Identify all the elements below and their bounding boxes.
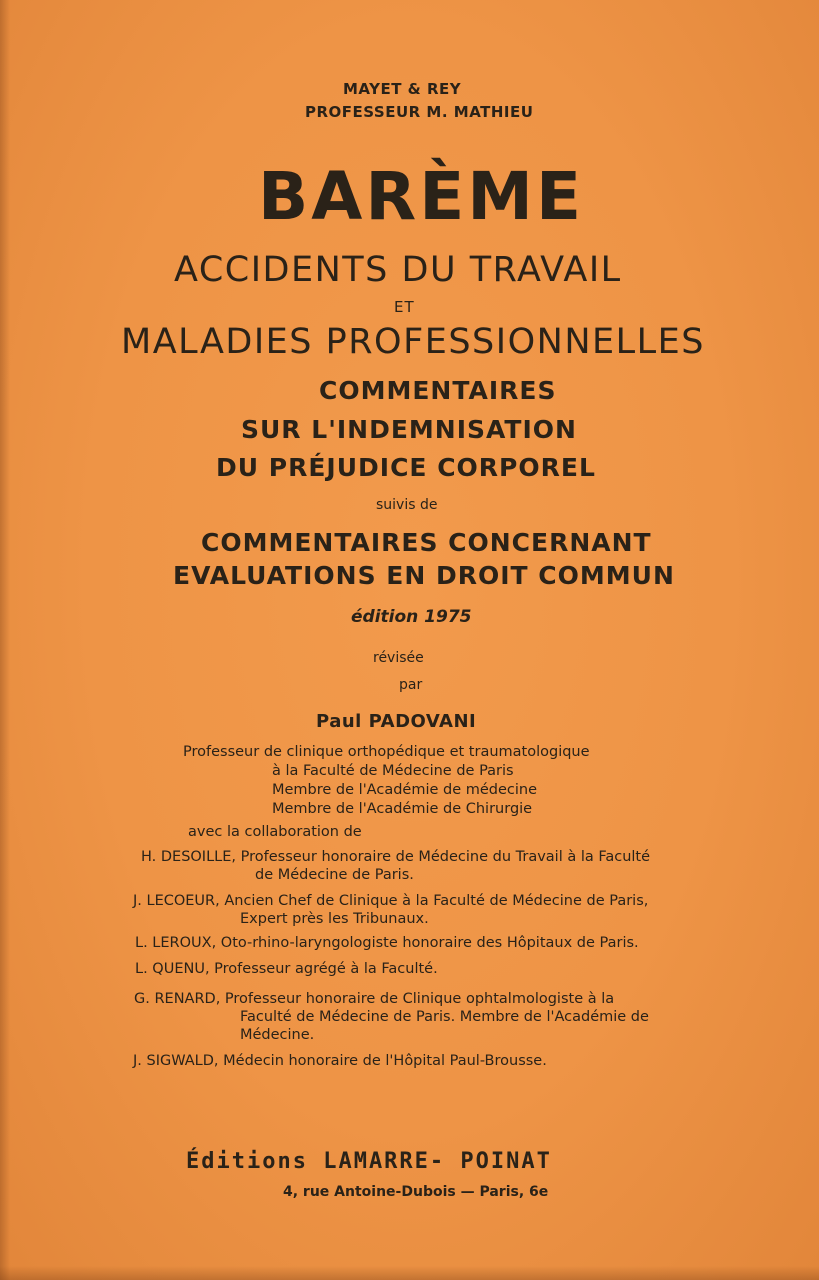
- reviser-title-4: Membre de l'Académie de Chirurgie: [272, 801, 533, 817]
- subtitle-conjunction: ET: [394, 298, 415, 316]
- collaborator-quenu: L. QUENU, Professeur agrégé à la Faculté.: [135, 961, 438, 977]
- collaborator-desoille-cont: de Médecine de Paris.: [255, 867, 414, 883]
- authors-line-1: MAYET & REY: [343, 80, 462, 98]
- collaborator-renard-cont-1: Faculté de Médecine de Paris. Membre de l'Académie de: [240, 1009, 649, 1025]
- edition-year: édition 1975: [351, 607, 472, 627]
- cover-edge-shadow: [0, 0, 10, 1280]
- suivis-de: suivis de: [376, 497, 438, 513]
- commentaires-line-1: COMMENTAIRES: [319, 376, 557, 405]
- authors-line-2: PROFESSEUR M. MATHIEU: [305, 103, 534, 121]
- collaborator-sigwald: J. SIGWALD, Médecin honoraire de l'Hôpital Paul-Brousse.: [133, 1053, 547, 1069]
- publisher-name: Éditions LAMARRE- POINAT: [186, 1149, 552, 1174]
- commentaires-line-3: DU PRÉJUDICE CORPOREL: [216, 453, 596, 482]
- reviser-name: Paul PADOVANI: [316, 711, 477, 732]
- subtitle-line-2: MALADIES PROFESSIONNELLES: [121, 322, 705, 362]
- reviser-title-3: Membre de l'Académie de médecine: [272, 782, 538, 798]
- revisee-label: révisée: [373, 650, 424, 666]
- collaborator-renard: G. RENARD, Professeur honoraire de Clinique ophtalmologiste à la: [134, 991, 615, 1007]
- reviser-title-1: Professeur de clinique orthopédique et traumatologique: [183, 744, 590, 760]
- cover-bottom-shadow: [0, 1266, 819, 1280]
- collaborator-lecoeur-cont: Expert près les Tribunaux.: [240, 911, 429, 927]
- collaborator-renard-cont-2: Médecine.: [240, 1027, 315, 1043]
- publisher-address: 4, rue Antoine-Dubois — Paris, 6e: [283, 1184, 549, 1200]
- concernant-line-1: COMMENTAIRES CONCERNANT: [201, 528, 652, 557]
- commentaires-line-2: SUR L'INDEMNISATION: [241, 415, 577, 444]
- collaborator-leroux: L. LEROUX, Oto-rhino-laryngologiste honoraire des Hôpitaux de Paris.: [135, 935, 639, 951]
- collaboration-intro: avec la collaboration de: [188, 824, 362, 840]
- subtitle-line-1: ACCIDENTS DU TRAVAIL: [174, 250, 622, 290]
- par-label: par: [399, 677, 423, 693]
- reviser-title-2: à la Faculté de Médecine de Paris: [272, 763, 514, 779]
- collaborator-desoille: H. DESOILLE, Professeur honoraire de Médecine du Travail à la Faculté: [141, 849, 651, 865]
- book-title: BARÈME: [258, 158, 585, 235]
- concernant-line-2: EVALUATIONS EN DROIT COMMUN: [173, 561, 675, 590]
- collaborator-lecoeur: J. LECOEUR, Ancien Chef de Clinique à la Faculté de Médecine de Paris,: [133, 893, 649, 909]
